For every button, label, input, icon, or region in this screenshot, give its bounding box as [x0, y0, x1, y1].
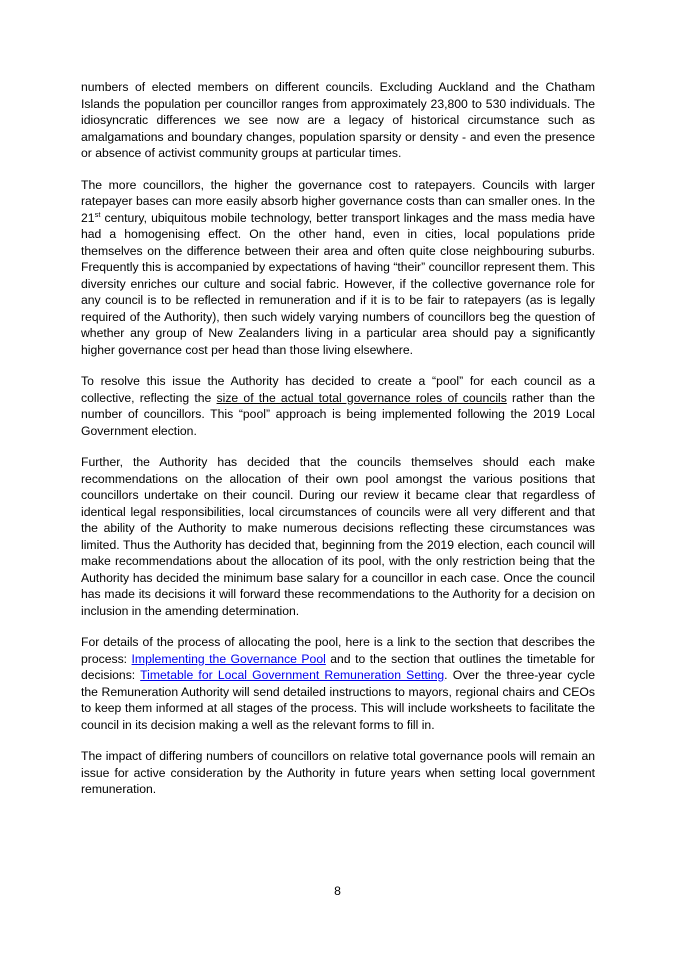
- paragraph-governance-cost-text-2: century, ubiquitous mobile technology, better transport linkages and the mass media have had a homogenising effect. On the other hand, even in cities, local populations pride themselves on the difference between their area and often quite close neighbouring suburbs. Frequently this is accompanied by expectations of having “their” councillor represent them. This diversity enriches our culture and social fabric. However, if the collective governance role for any council is to be reflected in remuneration and if it is to be fair to ratepayers (as is legally required of the Authority), then such widely varying numbers of councillors beg the question of whether any group of New Zealanders living in a particular area should pay a significantly higher governance cost per head than those living elsewhere.: [81, 210, 595, 357]
- paragraph-governance-cost-text-1: The more councillors, the higher the governance cost to ratepayers. Councils with larger ratepayer bases can more easily absorb higher governance costs than can smaller ones. In the 21: [81, 177, 595, 225]
- paragraph-process-details-text-3: . Over the three-year cycle the Remuneration Authority will send detailed instructions to mayors, regional chairs and CEOs to keep them informed at all stages of the process. This will include worksheets to facilitate the council in its decision making a well as the relevant forms to fill in.: [81, 668, 595, 732]
- underlined-phrase: size of the actual total governance roles of councils: [216, 390, 507, 405]
- paragraph-pool-resolution-text-2: rather than the number of councillors. This “pool” approach is being implemented following the 2019 Local Government election.: [81, 390, 595, 438]
- paragraph-pool-resolution: [81, 373, 595, 439]
- paragraph-governance-cost: [81, 177, 595, 359]
- paragraph-process-details-text-1: For details of the process of allocating the pool, here is a link to the section that describes the process:: [81, 635, 595, 666]
- page-number: 8: [334, 884, 341, 898]
- implementing-governance-pool-link[interactable]: Implementing the Governance Pool: [131, 651, 326, 666]
- timetable-remuneration-link[interactable]: Timetable for Local Government Remuneration Setting: [140, 668, 445, 682]
- paragraph-process-details: [81, 634, 595, 733]
- paragraph-pool-resolution-text-1: To resolve this issue the Authority has decided to create a “pool” for each council as a collective, reflecting the: [81, 374, 595, 405]
- paragraph-council-recommendations: Further, the Authority has decided that the councils themselves should each make recommendations on the allocation of their own pool amongst the various positions that councillors undertake on their council. During our review it became clear that regardless of identical legal responsibilities, local circumstances of councils were all very different and that the ability of the Authority to make numerous decisions reflecting these circumstances was limited. Thus the Authority has decided that, beginning from the 2019 election, each council will make recommendations about the allocation of its pool, with the only restriction being that the Authority has decided the minimum base salary for a councillor in each case. Once the council has made its decisions it will forward these recommendations to the Authority for a decision on inclusion in the amending determination.: [81, 455, 595, 618]
- paragraph-future-consideration: The impact of differing numbers of councillors on relative total governance pools will remain an issue for active consideration by the Authority in future years when setting local government remuneration.: [81, 749, 595, 796]
- document-body: [81, 79, 595, 813]
- paragraph-process-details-text-2: and to the section that outlines the timetable for decisions:: [81, 651, 595, 682]
- paragraph-councillor-numbers: numbers of elected members on different councils. Excluding Auckland and the Chatham Islands the population per councillor ranges from approximately 23,800 to 530 individuals. The idiosyncratic differences we see now are a legacy of historical circumstance such as amalgamations and boundary changes, population sparsity or density - and even the presence or absence of activist community groups at particular times.: [81, 80, 595, 160]
- ordinal-superscript: st: [94, 209, 101, 219]
